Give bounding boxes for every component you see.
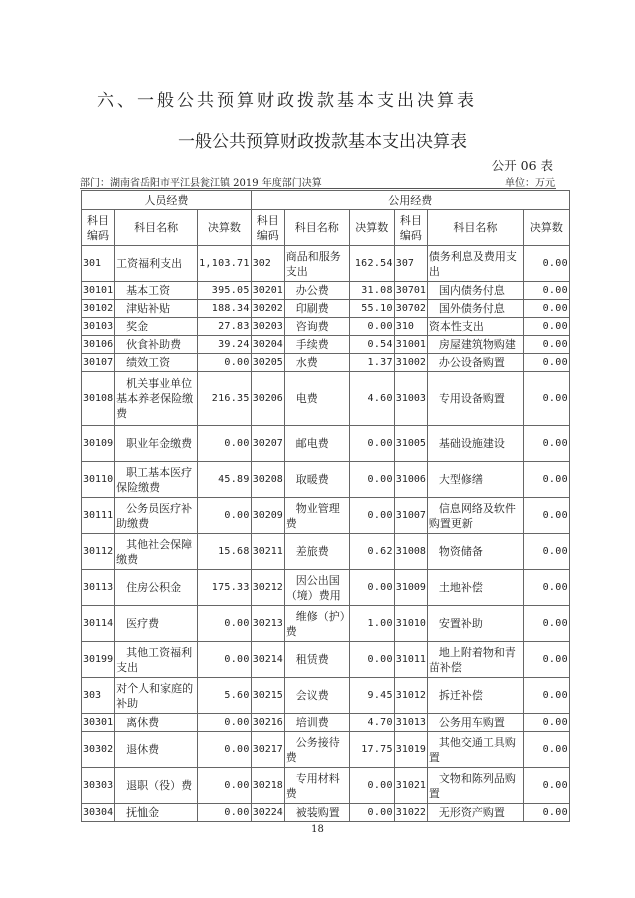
subject-code-cell: 31021 — [394, 768, 427, 804]
subject-name-cell: 医疗费 — [115, 606, 198, 642]
subject-code-cell: 31003 — [394, 372, 427, 426]
table-row — [82, 282, 570, 300]
subject-name-cell: 电费 — [284, 372, 349, 426]
subject-name-cell: 物业管理费 — [284, 498, 349, 534]
table-row — [82, 732, 570, 768]
subject-name-cell: 物资储备 — [427, 534, 523, 570]
table-row — [82, 606, 570, 642]
col-code-header: 科目编码 — [82, 210, 115, 246]
amount-cell: 0.00 — [349, 462, 394, 498]
subject-code-cell: 30206 — [251, 372, 284, 426]
amount-cell: 31.08 — [349, 282, 394, 300]
subject-code-cell: 30204 — [251, 336, 284, 354]
subject-name-cell: 国外债务付息 — [427, 300, 523, 318]
amount-cell: 0.00 — [198, 642, 252, 678]
amount-cell: 0.00 — [523, 462, 569, 498]
subject-code-cell: 30209 — [251, 498, 284, 534]
table-row — [82, 678, 570, 714]
col-name-header: 科目名称 — [284, 210, 349, 246]
col-code-header: 科目编码 — [251, 210, 284, 246]
department-label: 部门：湖南省岳阳市平江县瓮江镇 2019 年度部门决算 — [80, 178, 322, 189]
subject-name-cell: 信息网络及软件购置更新 — [427, 498, 523, 534]
amount-cell: 1.00 — [349, 606, 394, 642]
subject-name-cell: 租赁费 — [284, 642, 349, 678]
subject-code-cell: 302 — [251, 246, 284, 282]
amount-cell: 39.24 — [198, 336, 252, 354]
subject-code-cell: 30201 — [251, 282, 284, 300]
amount-cell: 4.70 — [349, 714, 394, 732]
subject-code-cell: 31005 — [394, 426, 427, 462]
amount-cell: 0.00 — [523, 642, 569, 678]
subject-name-cell: 拆迁补偿 — [427, 678, 523, 714]
amount-cell: 0.00 — [523, 282, 569, 300]
subject-name-cell: 房屋建筑物购建 — [427, 336, 523, 354]
table-row — [82, 318, 570, 336]
subject-code-cell: 30102 — [82, 300, 115, 318]
amount-cell: 0.00 — [523, 498, 569, 534]
amount-cell: 5.60 — [198, 678, 252, 714]
amount-cell: 1,103.71 — [198, 246, 252, 282]
expenditure-table — [81, 190, 570, 822]
amount-cell: 0.00 — [523, 678, 569, 714]
subject-name-cell: 安置补助 — [427, 606, 523, 642]
subject-code-cell: 31009 — [394, 570, 427, 606]
subject-code-cell: 30224 — [251, 804, 284, 822]
subject-name-cell: 机关事业单位基本养老保险缴费 — [115, 372, 198, 426]
subject-code-cell: 31019 — [394, 732, 427, 768]
table-row — [82, 714, 570, 732]
subject-name-cell: 土地补偿 — [427, 570, 523, 606]
subject-code-cell: 30302 — [82, 732, 115, 768]
subject-code-cell: 31001 — [394, 336, 427, 354]
unit-label: 单位：万元 — [505, 178, 555, 189]
col-amount-header: 决算数 — [198, 210, 252, 246]
subject-code-cell: 31022 — [394, 804, 427, 822]
subject-name-cell: 邮电费 — [284, 426, 349, 462]
table-row — [82, 462, 570, 498]
amount-cell: 162.54 — [349, 246, 394, 282]
subject-name-cell: 退职（役）费 — [115, 768, 198, 804]
subject-name-cell: 差旅费 — [284, 534, 349, 570]
subject-code-cell: 30304 — [82, 804, 115, 822]
subject-name-cell: 公务用车购置 — [427, 714, 523, 732]
amount-cell: 0.00 — [198, 426, 252, 462]
subject-code-cell: 30303 — [82, 768, 115, 804]
subject-code-cell: 30110 — [82, 462, 115, 498]
subject-name-cell: 抚恤金 — [115, 804, 198, 822]
subject-name-cell: 维修（护）费 — [284, 606, 349, 642]
subject-code-cell: 30217 — [251, 732, 284, 768]
subject-code-cell: 30207 — [251, 426, 284, 462]
amount-cell: 45.89 — [198, 462, 252, 498]
col-name-header: 科目名称 — [427, 210, 523, 246]
group-public-header: 公用经费 — [251, 191, 569, 210]
amount-cell: 395.05 — [198, 282, 252, 300]
amount-cell: 27.83 — [198, 318, 252, 336]
amount-cell: 0.00 — [523, 714, 569, 732]
subject-code-cell: 307 — [394, 246, 427, 282]
header-rule — [80, 188, 556, 189]
table-row — [82, 804, 570, 822]
amount-cell: 0.00 — [523, 246, 569, 282]
subject-name-cell: 公务员医疗补助缴费 — [115, 498, 198, 534]
table-row — [82, 336, 570, 354]
subject-code-cell: 30108 — [82, 372, 115, 426]
subject-code-cell: 30701 — [394, 282, 427, 300]
amount-cell: 0.00 — [523, 768, 569, 804]
subject-name-cell: 国内债务付息 — [427, 282, 523, 300]
subject-code-cell: 30109 — [82, 426, 115, 462]
col-amount-header: 决算数 — [349, 210, 394, 246]
subject-name-cell: 工资福利支出 — [115, 246, 198, 282]
subject-name-cell: 会议费 — [284, 678, 349, 714]
subject-code-cell: 30301 — [82, 714, 115, 732]
subject-code-cell: 30103 — [82, 318, 115, 336]
amount-cell: 0.54 — [349, 336, 394, 354]
subject-name-cell: 资本性支出 — [427, 318, 523, 336]
subject-name-cell: 专用设备购置 — [427, 372, 523, 426]
amount-cell: 0.00 — [198, 354, 252, 372]
subject-code-cell: 31002 — [394, 354, 427, 372]
amount-cell: 0.00 — [349, 642, 394, 678]
subject-name-cell: 地上附着物和青苗补偿 — [427, 642, 523, 678]
subject-code-cell: 30208 — [251, 462, 284, 498]
amount-cell: 1.37 — [349, 354, 394, 372]
subject-code-cell: 30203 — [251, 318, 284, 336]
table-row — [82, 642, 570, 678]
subject-code-cell: 31010 — [394, 606, 427, 642]
column-header-row — [82, 210, 570, 246]
amount-cell: 0.00 — [523, 570, 569, 606]
subject-name-cell: 手续费 — [284, 336, 349, 354]
subject-code-cell: 31008 — [394, 534, 427, 570]
amount-cell: 0.00 — [198, 498, 252, 534]
subject-name-cell: 其他工资福利支出 — [115, 642, 198, 678]
table-row — [82, 426, 570, 462]
table-row — [82, 768, 570, 804]
subject-code-cell: 30199 — [82, 642, 115, 678]
subject-name-cell: 奖金 — [115, 318, 198, 336]
subject-code-cell: 30205 — [251, 354, 284, 372]
amount-cell: 15.68 — [198, 534, 252, 570]
col-code-header: 科目编码 — [394, 210, 427, 246]
amount-cell: 175.33 — [198, 570, 252, 606]
subject-name-cell: 咨询费 — [284, 318, 349, 336]
amount-cell: 0.00 — [349, 570, 394, 606]
subject-name-cell: 职工基本医疗保险缴费 — [115, 462, 198, 498]
amount-cell: 0.00 — [349, 804, 394, 822]
subject-name-cell: 伙食补助费 — [115, 336, 198, 354]
amount-cell: 0.00 — [198, 768, 252, 804]
amount-cell: 0.00 — [198, 714, 252, 732]
subject-code-cell: 310 — [394, 318, 427, 336]
amount-cell: 0.00 — [523, 534, 569, 570]
subject-code-cell: 30111 — [82, 498, 115, 534]
subject-code-cell: 30218 — [251, 768, 284, 804]
subject-name-cell: 职业年金缴费 — [115, 426, 198, 462]
amount-cell: 0.00 — [523, 732, 569, 768]
subject-name-cell: 商品和服务支出 — [284, 246, 349, 282]
amount-cell: 0.00 — [523, 336, 569, 354]
amount-cell: 188.34 — [198, 300, 252, 318]
subject-name-cell: 住房公积金 — [115, 570, 198, 606]
subject-code-cell: 30216 — [251, 714, 284, 732]
page-number: 18 — [311, 824, 324, 835]
subject-name-cell: 其他交通工具购置 — [427, 732, 523, 768]
subject-code-cell: 30106 — [82, 336, 115, 354]
subject-name-cell: 印刷费 — [284, 300, 349, 318]
table-row — [82, 498, 570, 534]
amount-cell: 0.00 — [198, 732, 252, 768]
subject-name-cell: 基本工资 — [115, 282, 198, 300]
table-row — [82, 372, 570, 426]
subject-code-cell: 30202 — [251, 300, 284, 318]
col-amount-header: 决算数 — [523, 210, 569, 246]
subject-code-cell: 301 — [82, 246, 115, 282]
subject-code-cell: 303 — [82, 678, 115, 714]
subject-name-cell: 债务利息及费用支出 — [427, 246, 523, 282]
table-row — [82, 354, 570, 372]
subject-code-cell: 30113 — [82, 570, 115, 606]
group-personnel-header: 人员经费 — [82, 191, 252, 210]
subject-name-cell: 专用材料费 — [284, 768, 349, 804]
subject-code-cell: 30112 — [82, 534, 115, 570]
amount-cell: 0.00 — [523, 300, 569, 318]
amount-cell: 0.00 — [349, 768, 394, 804]
subject-code-cell: 31011 — [394, 642, 427, 678]
subject-name-cell: 其他社会保障缴费 — [115, 534, 198, 570]
amount-cell: 55.10 — [349, 300, 394, 318]
subject-code-cell: 30213 — [251, 606, 284, 642]
subject-code-cell: 30212 — [251, 570, 284, 606]
table-row — [82, 246, 570, 282]
subject-code-cell: 30101 — [82, 282, 115, 300]
table-row — [82, 300, 570, 318]
subject-name-cell: 水费 — [284, 354, 349, 372]
subject-name-cell: 培训费 — [284, 714, 349, 732]
subject-name-cell: 因公出国（境）费用 — [284, 570, 349, 606]
subject-name-cell: 退休费 — [115, 732, 198, 768]
amount-cell: 0.00 — [523, 804, 569, 822]
amount-cell: 0.00 — [198, 606, 252, 642]
subject-name-cell: 文物和陈列品购置 — [427, 768, 523, 804]
amount-cell: 0.00 — [523, 372, 569, 426]
group-header-row — [82, 191, 570, 210]
form-number: 公开 06 表 — [491, 158, 553, 173]
amount-cell: 0.00 — [523, 318, 569, 336]
subject-code-cell: 31006 — [394, 462, 427, 498]
amount-cell: 0.00 — [349, 318, 394, 336]
amount-cell: 0.00 — [349, 426, 394, 462]
subject-code-cell: 31013 — [394, 714, 427, 732]
subject-name-cell: 离休费 — [115, 714, 198, 732]
table-title: 一般公共预算财政拨款基本支出决算表 — [178, 132, 467, 152]
subject-code-cell: 31007 — [394, 498, 427, 534]
subject-code-cell: 30215 — [251, 678, 284, 714]
table-row — [82, 534, 570, 570]
subject-name-cell: 基础设施建设 — [427, 426, 523, 462]
subject-code-cell: 30211 — [251, 534, 284, 570]
subject-name-cell: 被装购置 — [284, 804, 349, 822]
section-title: 六、一般公共预算财政拨款基本支出决算表 — [97, 91, 477, 111]
subject-name-cell: 取暖费 — [284, 462, 349, 498]
table-row — [82, 570, 570, 606]
subject-name-cell: 办公设备购置 — [427, 354, 523, 372]
amount-cell: 216.35 — [198, 372, 252, 426]
amount-cell: 4.60 — [349, 372, 394, 426]
subject-name-cell: 津贴补贴 — [115, 300, 198, 318]
subject-code-cell: 30114 — [82, 606, 115, 642]
subject-name-cell: 办公费 — [284, 282, 349, 300]
amount-cell: 9.45 — [349, 678, 394, 714]
col-name-header: 科目名称 — [115, 210, 198, 246]
amount-cell: 0.62 — [349, 534, 394, 570]
amount-cell: 0.00 — [523, 606, 569, 642]
amount-cell: 0.00 — [523, 426, 569, 462]
subject-code-cell: 30107 — [82, 354, 115, 372]
subject-code-cell: 30214 — [251, 642, 284, 678]
amount-cell: 0.00 — [349, 498, 394, 534]
table-body — [82, 246, 570, 822]
amount-cell: 0.00 — [523, 354, 569, 372]
subject-name-cell: 大型修缮 — [427, 462, 523, 498]
amount-cell: 0.00 — [198, 804, 252, 822]
subject-name-cell: 无形资产购置 — [427, 804, 523, 822]
subject-code-cell: 30702 — [394, 300, 427, 318]
subject-name-cell: 绩效工资 — [115, 354, 198, 372]
amount-cell: 17.75 — [349, 732, 394, 768]
subject-code-cell: 31012 — [394, 678, 427, 714]
subject-name-cell: 公务接待费 — [284, 732, 349, 768]
subject-name-cell: 对个人和家庭的补助 — [115, 678, 198, 714]
